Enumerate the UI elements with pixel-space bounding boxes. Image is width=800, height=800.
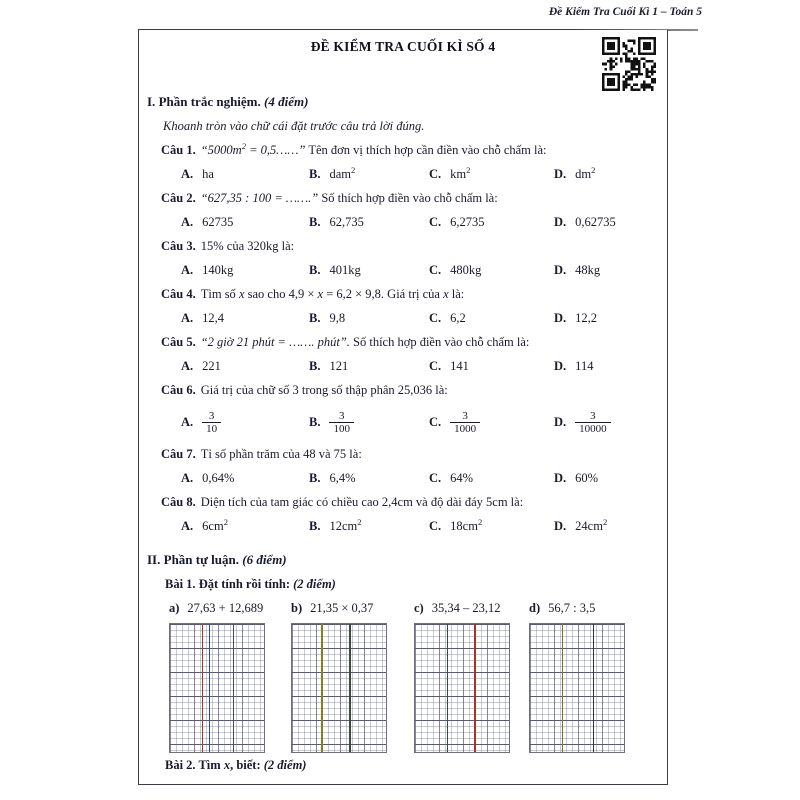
option-b: B. 121 [309,359,349,373]
exam-title: ĐỀ KIỂM TRA CUỐI KÌ SỐ 4 [310,39,496,54]
fraction: $\frac{3}{100}$ [329,410,354,435]
option-a [181,403,309,441]
fraction: $\frac{3}{10000}$ [575,410,611,435]
fraction: $\frac{3}{1000}$ [450,410,480,435]
question-stem: Câu 7. Tỉ số phần trăm của 48 và 75 là: [161,447,362,461]
option-letter: D. [554,263,567,277]
grid-accent-line [321,624,323,752]
option-letter: B. [309,519,321,533]
section-1-label: Phần trắc nghiệm. [158,94,261,109]
exercise-2-heading [139,754,667,777]
option-d [554,403,667,441]
question-stem: Câu 3. 15% của 320kg là: [161,239,295,253]
question-4 [139,282,667,330]
expression-text: 56,7 : 3,5 [548,601,596,615]
section-1-points: (4 điểm) [264,94,309,109]
option-letter: B. [309,359,321,373]
document-content [139,30,667,777]
mcq-question-list [139,138,667,538]
graph-paper-grid [291,623,387,753]
options-row [181,402,667,442]
exercise-1-title: Đặt tính rồi tính: [198,577,291,591]
option-d: D. 12,2 [554,311,598,325]
options-row [181,210,667,234]
exercise-2-label: Bài 2. [165,758,196,772]
option-letter: C. [429,263,442,277]
option-letter: D. [554,415,567,429]
option-letter: B. [309,415,321,429]
grid-accent-line [474,624,476,752]
option-c: C. $km^2$ [429,164,471,181]
question-stem: Câu 2. “627,35 : 100 = …….” Số thích hợp điền vào chỗ chấm là: [161,191,498,205]
fraction: $\frac{3}{10}$ [202,410,221,435]
option-letter: C. [429,519,442,533]
expression-d [529,597,667,619]
question-stem: Câu 8. Diện tích của tam giác có chiều cao 2,4cm và độ dài đáy 5cm là: [161,495,524,509]
option-a: A. ha [181,167,214,181]
question-stem: Câu 5. “2 giờ 21 phút = ……. phút”. Số thích hợp điền vào chỗ chấm là: [161,335,530,349]
grid-accent-line [349,624,351,752]
option-letter: B. [309,471,321,485]
mcq-instruction: Khoanh tròn vào chữ cái đặt trước câu trả lời đúng. [163,119,425,133]
section-2-numeral: II. [147,552,161,567]
expression-c [414,597,529,619]
option-c: C. 6,2735 [429,215,485,229]
option-letter: B. [309,263,321,277]
option-c: C. 480kg [429,263,482,277]
option-letter: C. [429,471,442,485]
expression-letter: c) [414,601,424,615]
option-a: A. 12,4 [181,311,225,325]
qr-code-icon [602,37,656,91]
option-letter: C. [429,415,442,429]
expression-letter: b) [291,601,303,615]
option-a: A. 62735 [181,215,234,229]
options-row [181,306,667,330]
option-b [309,403,429,441]
option-letter: B. [309,215,321,229]
option-c: C. 6,2 [429,311,466,325]
option-letter: A. [181,415,194,429]
option-c: C. 141 [429,359,469,373]
option-c: C. $18cm^2$ [429,516,483,533]
grid-accent-line [202,624,204,752]
question-stem: Câu 4. Tìm số x sao cho 4,9 × x = 6,2 × 9,8. Giá trị của x là: [161,287,465,301]
section-2-points: (6 điểm) [242,552,287,567]
question-label: Câu 2. [161,191,196,205]
grid-accent-line [447,624,449,752]
question-5 [139,330,667,378]
option-b: B. 62,735 [309,215,364,229]
grid-accent-line [593,624,595,752]
option-a: A. 140kg [181,263,234,277]
grid-accent-line [209,624,211,752]
option-letter: D. [554,519,567,533]
expression-letter: d) [529,601,541,615]
option-a: A. 0,64% [181,471,235,485]
options-row [181,162,667,186]
booklet-header: Đề Kiểm Tra Cuối Kì 1 – Toán 5 [548,6,702,18]
expression-text: 27,63 + 12,689 [187,601,264,615]
exercise-1-heading [139,573,667,596]
graph-paper-grid [414,623,510,753]
section-1-heading [139,90,667,114]
options-row [181,354,667,378]
exercise-1-expressions [169,597,667,619]
document-frame [138,30,668,785]
option-letter: A. [181,263,194,277]
option-d: D. 114 [554,359,594,373]
option-b: B. dam$^2$ [309,164,356,181]
question-label: Câu 8. [161,495,196,509]
exercise-1-points: (2 điểm) [293,577,336,591]
option-a: A. $6cm^2$ [181,516,228,533]
question-label: Câu 1. [161,143,196,157]
options-row [181,258,667,282]
option-d: D. $24cm^2$ [554,516,608,533]
expression-text: 21,35 × 0,37 [310,601,374,615]
option-letter: A. [181,471,194,485]
option-letter: A. [181,311,194,325]
option-letter: A. [181,359,194,373]
expression-letter: a) [169,601,180,615]
grid-accent-line [562,624,564,752]
option-c [429,403,554,441]
option-d: D. $dm^2$ [554,164,596,181]
grid-cell-1 [169,623,291,753]
option-letter: A. [181,519,194,533]
question-7 [139,442,667,490]
exercise-1-label: Bài 1. [165,577,196,591]
question-label: Câu 7. [161,447,196,461]
graph-paper-grid [169,623,265,753]
option-letter: C. [429,215,442,229]
question-8 [139,490,667,538]
option-b: B. 6,4% [309,471,356,485]
option-letter: D. [554,311,567,325]
option-letter: D. [554,359,567,373]
option-b: B. 9,8 [309,311,346,325]
option-b: B. 401kg [309,263,361,277]
question-label: Câu 6. [161,383,196,397]
option-a: A. 221 [181,359,221,373]
question-label: Câu 3. [161,239,196,253]
option-letter: C. [429,359,442,373]
expression-a [169,597,291,619]
question-label: Câu 4. [161,287,196,301]
question-stem: Câu 1. “$5000m^2$ = 0,5……” Tên đơn vị thích hợp cần điền vào chỗ chấm là: [161,140,547,157]
option-letter: A. [181,215,194,229]
option-b: B. $12cm^2$ [309,516,362,533]
question-3 [139,234,667,282]
section-2-label: Phần tự luận. [163,552,239,567]
option-letter: A. [181,167,194,181]
option-letter: C. [429,311,442,325]
option-letter: D. [554,471,567,485]
option-d: D. 48kg [554,263,601,277]
option-letter: B. [309,167,321,181]
section-1-numeral: I. [147,94,156,109]
section-2-heading [139,548,667,572]
option-letter: D. [554,167,567,181]
graph-paper-grid [529,623,625,753]
expression-b [291,597,414,619]
expression-text: 35,34 – 23,12 [431,601,501,615]
option-c: C. 64% [429,471,474,485]
option-letter: D. [554,215,567,229]
options-row [181,514,667,538]
option-d: D. 0,62735 [554,215,616,229]
option-letter: B. [309,311,321,325]
grid-cell-3 [414,623,529,753]
options-row [181,466,667,490]
grid-accent-line [233,624,235,752]
option-d: D. 60% [554,471,599,485]
question-label: Câu 5. [161,335,196,349]
grid-cell-2 [291,623,414,753]
question-stem: Câu 6. Giá trị của chữ số 3 trong số thập phân 25,036 là: [161,383,448,397]
grid-cell-4 [529,623,667,753]
question-2 [139,186,667,234]
exercise-1-work-grids [169,623,667,753]
question-1 [139,138,667,186]
question-6 [139,378,667,442]
option-letter: C. [429,167,442,181]
exercise-2-title: Tìm x, biết: [198,758,264,772]
exercise-2-points: (2 điểm) [263,758,307,772]
